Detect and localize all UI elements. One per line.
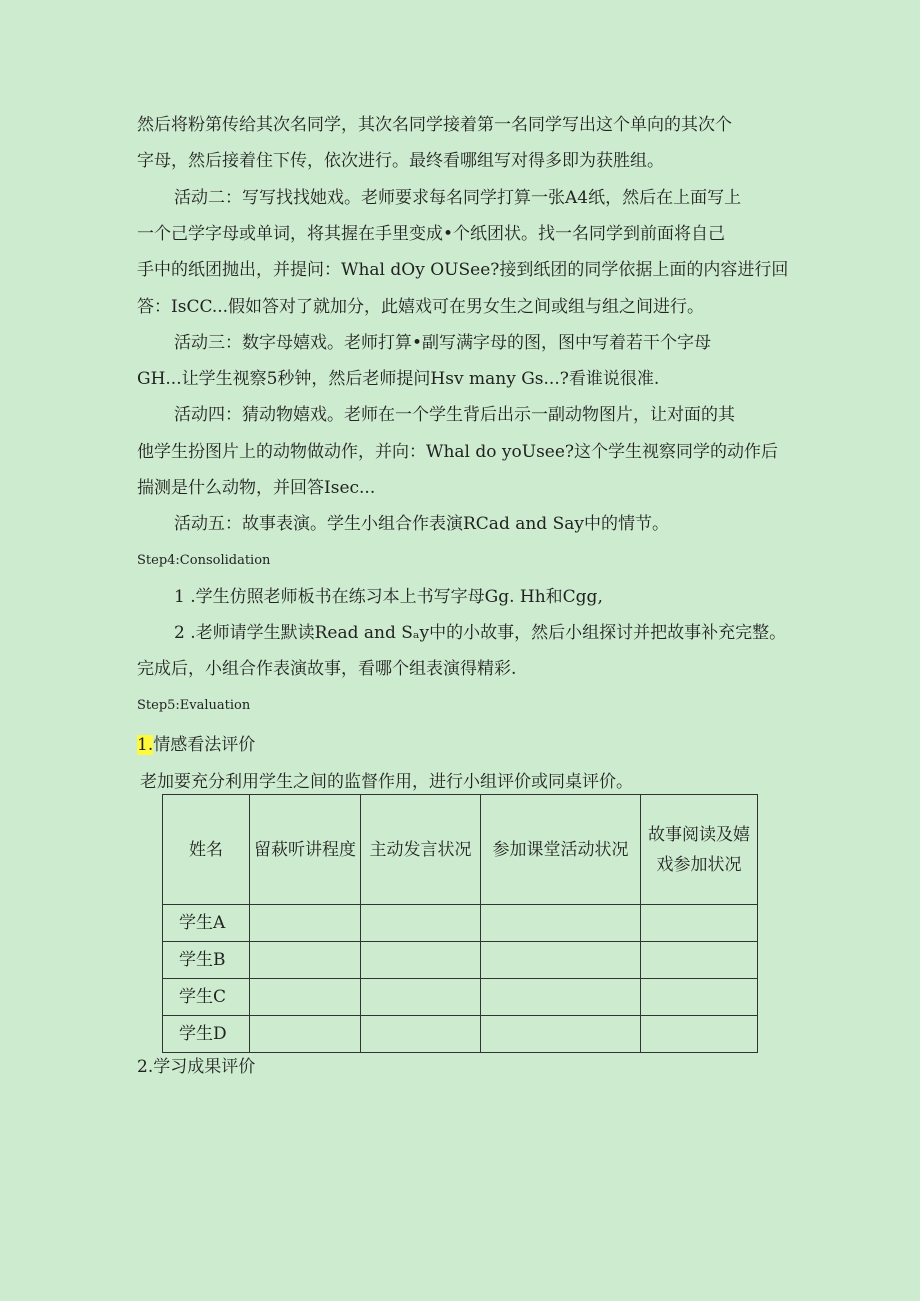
- table-row: [163, 979, 758, 1016]
- paragraph-line: 然后将粉第传给其次名同学，其次名同学接着第一名同学写出这个单向的其次个: [137, 115, 732, 135]
- table-cell: [250, 1016, 361, 1053]
- table-header: 主动发言状况: [361, 795, 481, 905]
- step4-heading: Step4:Consolidation: [137, 553, 271, 568]
- table-cell: [250, 979, 361, 1016]
- table-cell: [481, 942, 641, 979]
- table-cell: [361, 979, 481, 1016]
- paragraph-line: 活动三：数字母嬉戏。老师打算•副写满字母的图，图中写着若干个字母: [174, 333, 712, 353]
- table-cell: [481, 979, 641, 1016]
- step4-item-2: 2 .老师请学生默读Read and Sₐy中的小故事，然后小组探讨并把故事补充完整。: [174, 623, 787, 643]
- table-cell: [361, 1016, 481, 1053]
- table-row: [163, 1016, 758, 1053]
- table-cell: [250, 905, 361, 942]
- evaluation-table: [162, 794, 758, 1053]
- paragraph-line: 揣测是什么动物，并回答Isec...: [137, 478, 376, 498]
- table-header: 故事阅读及嬉戏参加状况: [641, 795, 758, 905]
- table-cell: [361, 905, 481, 942]
- table-cell: [361, 942, 481, 979]
- table-cell: [641, 905, 758, 942]
- paragraph-line: 答：IsCC...假如答对了就加分，此嬉戏可在男女生之间或组与组之间进行。: [137, 297, 705, 317]
- table-row: [163, 942, 758, 979]
- table-cell: [641, 942, 758, 979]
- table-cell: [250, 942, 361, 979]
- step4-item-1: 1 .学生仿照老师板书在练习本上书写字母Gg. Hh和Cgg,: [174, 587, 603, 607]
- paragraph-line: GH...让学生视察5秒钟，然后老师提问Hsv many Gs...?看谁说很准.: [137, 369, 660, 389]
- table-header: 参加课堂活动状况: [481, 795, 641, 905]
- subheading-text: 情感看法评价: [153, 735, 256, 755]
- table-header: 留萩听讲程度: [250, 795, 361, 905]
- paragraph-line: 活动二：写写找找她戏。老师要求每名同学打算一张A4纸，然后在上面写上: [174, 188, 742, 208]
- paragraph-line: 活动五：故事表演。学生小组合作表演RCad and Say中的情节。: [174, 514, 669, 534]
- step5-heading: Step5:Evaluation: [137, 698, 251, 713]
- table-cell: [641, 1016, 758, 1053]
- table-cell: [641, 979, 758, 1016]
- student-name-cell: 学生A: [163, 905, 250, 942]
- table-header-row: [163, 795, 758, 905]
- student-name-cell: 学生D: [163, 1016, 250, 1053]
- paragraph-line: 一个己学字母或单词，将其握在手里变成•个纸团状。找一名同学到前面将自己: [137, 224, 726, 244]
- paragraph-line: 他学生扮图片上的动物做动作，并向：Whal do yoUsee?这个学生视察同学的动作后: [137, 442, 779, 462]
- student-name-cell: 学生C: [163, 979, 250, 1016]
- step4-item-2-continued: 完成后，小组合作表演故事，看哪个组表演得精彩.: [137, 659, 517, 679]
- evaluation-subheading-2: 2.学习成果评价: [137, 1057, 256, 1077]
- paragraph-line: 活动四：猜动物嬉戏。老师在一个学生背后出示一副动物图片，让对面的其: [174, 405, 735, 425]
- table-row: [163, 905, 758, 942]
- subheading-number-highlight: 1.: [137, 735, 154, 755]
- paragraph-line: 手中的纸团抛出，并提问：Whal dOy OUSee?接到纸团的同学依据上面的内容进行回: [137, 260, 789, 280]
- evaluation-subheading-1: [137, 734, 255, 756]
- table-header: 姓名: [163, 795, 250, 905]
- table-cell: [481, 905, 641, 942]
- table-cell: [481, 1016, 641, 1053]
- evaluation-intro: 老加要充分利用学生之间的监督作用，进行小组评价或同桌评价。: [140, 772, 633, 792]
- paragraph-line: 字母，然后接着住下传，依次进行。最终看哪组写对得多即为获胜组。: [137, 151, 664, 171]
- student-name-cell: 学生B: [163, 942, 250, 979]
